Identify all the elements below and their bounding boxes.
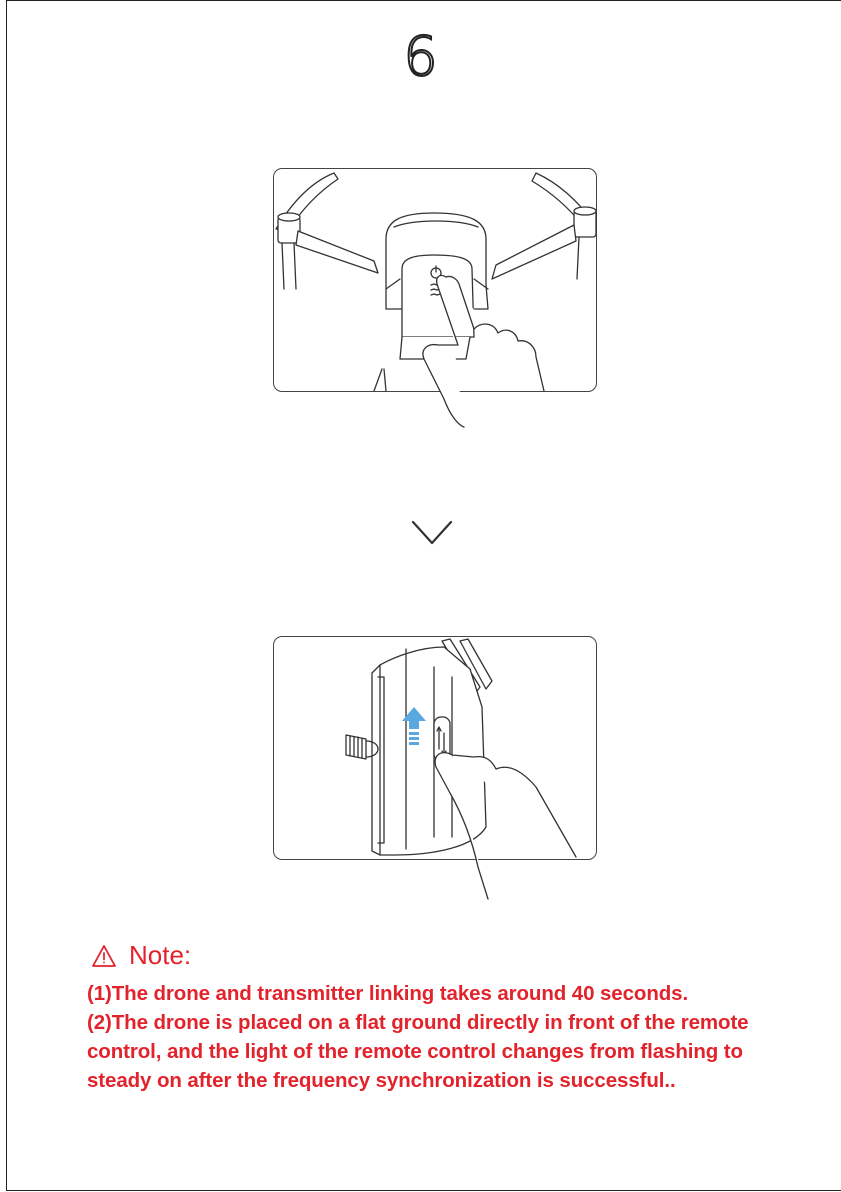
right-motor (574, 207, 596, 279)
note-item-2-cont: control, and the light of the remote control changes from flashing to (87, 1040, 743, 1063)
figure-slide-power-switch (273, 636, 597, 860)
step-number: 6 (403, 25, 438, 88)
warning-icon (91, 944, 117, 968)
note-title: Note: (129, 940, 192, 970)
note-item-2-end: steady on after the frequency synchronization is successful.. (87, 1069, 676, 1092)
transmitter-body (380, 647, 486, 855)
note-section (87, 940, 817, 1095)
figure-press-power-button (273, 168, 597, 392)
chevron-down-icon (411, 520, 453, 546)
note-item-2: (2)The drone is placed on a flat ground directly in front of the remote (87, 1011, 749, 1034)
left-arm (296, 231, 378, 273)
control-stick (346, 735, 378, 759)
note-heading (87, 940, 817, 971)
left-motor (278, 213, 300, 289)
right-arm (492, 225, 576, 279)
note-item-1: (1)The drone and transmitter linking takes around 40 seconds. (87, 982, 689, 1005)
